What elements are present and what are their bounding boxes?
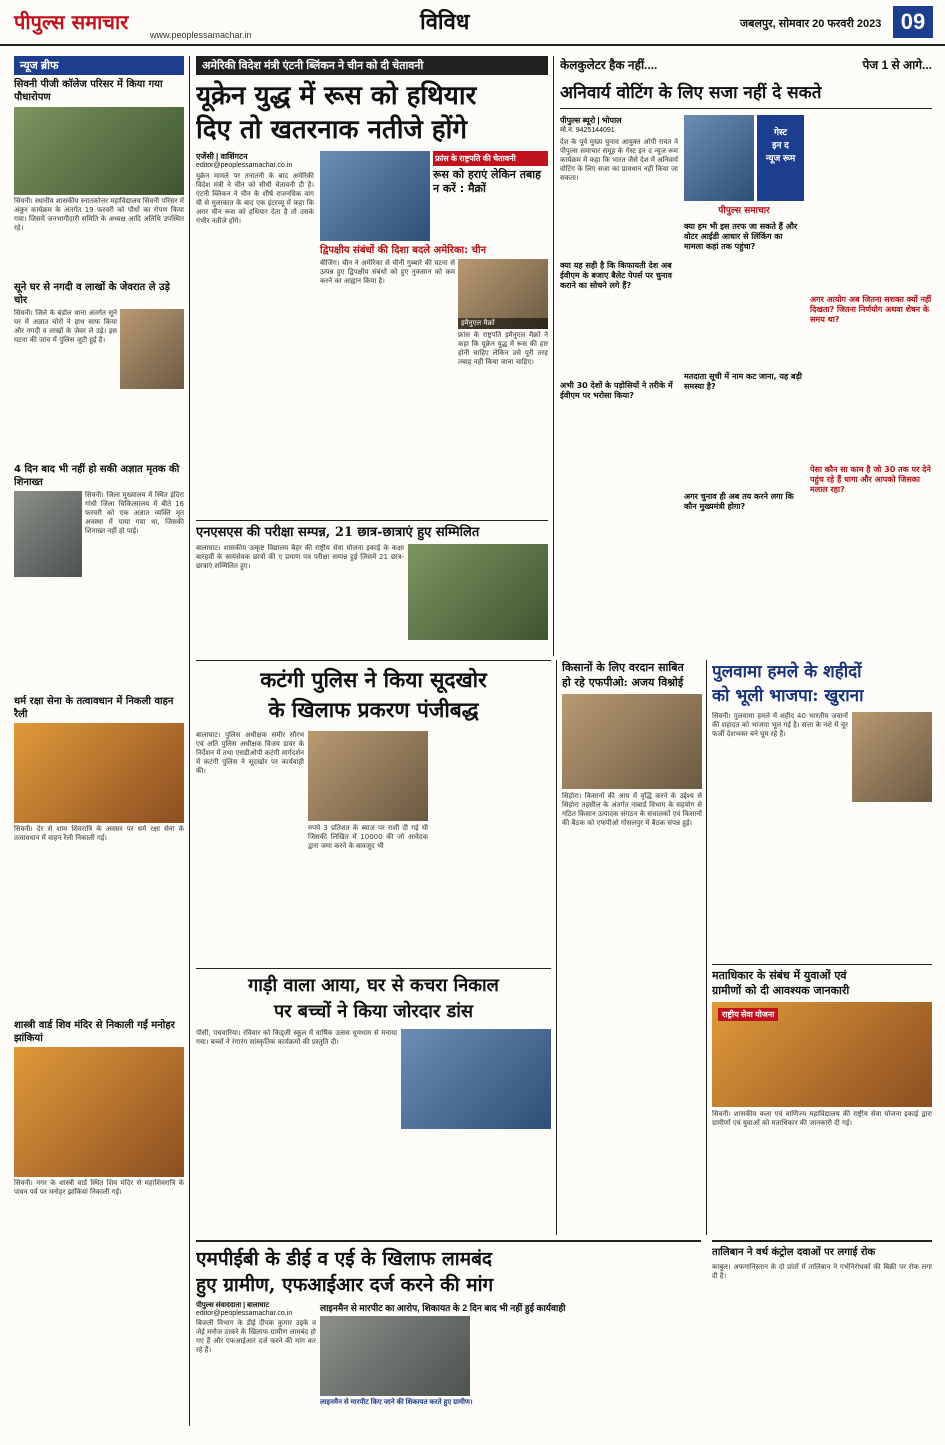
voters-photo: [712, 1002, 932, 1107]
kisan-headline-line2: हो रहे एफपीओ: अजय विश्नोई: [562, 676, 684, 689]
voters-headline-line1: मताधिकार के संबंध में युवाओं एवं: [712, 969, 847, 982]
brief-headline: सिवनी पीजी कॉलेज परिसर में किया गया पौधारोपण: [14, 79, 163, 103]
mpeb-body: बिजली विभाग के डीई दीपक कुमार उइके व जेई मनोज ठाकरे के खिलाफ ग्रामीण लामबंद हो गए हैं और एफआईआर दर्ज करने की मांग कर रहे हैं।: [196, 1319, 316, 1354]
taliban-story: [712, 1240, 932, 1432]
brief-photo: [14, 107, 184, 195]
brief-headline: सूने घर से नगदी व लाखों के जेवरात ले उड़े चोर: [14, 282, 170, 306]
voting-answer-text: [684, 392, 804, 492]
nss-body: बालाघाट। शासकीय उत्कृष्ट विद्यालय बैहर की राष्ट्रीय सेवा योजना इकाई के कक्षा बारहवीं के स्वयंसेवक छात्रों की ए प्रमाण पत्र परीक्षा सम्पन्न हुई जिसमें 21 छात्र-छात्राएं सम्मिलित हुए।: [196, 544, 404, 570]
voting-body: देश के पूर्व मुख्य चुनाव आयुक्त ओपी रावत ने पीपुल्स समाचार समूह के गेस्ट इन द न्यूज रूम कार्यक्रम में कहा कि भारत जैसे देश में अनिवार्य वोटिंग के लिए सजा का प्रावधान नहीं किया जा सकता।: [560, 138, 678, 182]
voting-question: अभी 30 देशों के पड़ोसियों ने तरीके में ईवीएम पर भरोसा किया?: [560, 381, 673, 400]
voting-question: अगर चुनाव ही अब तय करने लगा कि कौन मुख्यमंत्री होगा?: [684, 492, 794, 511]
voting-story: [560, 56, 932, 656]
kisan-headline-line1: किसानों के लिए वरदान साबित: [562, 661, 684, 674]
voting-kicker-right: पेज 1 से आगे...: [862, 58, 932, 72]
katangi-photo: [308, 731, 428, 821]
voting-answer-text: [684, 512, 804, 572]
voting-question: मतदाता सूची में नाम कट जाना, यह बड़ी समस्या है?: [684, 372, 802, 391]
mpeb-subhead: लाइनमैन से मारपीट का आरोप, शिकायत के 2 दिन बाद भी नहीं हुई कार्यवाही: [320, 1303, 566, 1313]
lead-email[interactable]: editor@peoplessamachar.co.in: [196, 162, 293, 169]
sidebar-headline: रूस को हराएं लेकिन तबाह न करें : मैक्रों: [433, 168, 541, 195]
voting-kicker-left: केलकुलेटर हैक नहीं....: [560, 58, 658, 72]
brief-body: सिवनी। नगर के शास्त्री वार्ड स्थित शिव मंदिर से महाशिवरात्रि के पावन पर्व पर मनोहर झांकियां निकाली गईं।: [14, 1179, 184, 1196]
voting-question: अगर आयोग अब जितना सशक्त क्यों नहीं दिखता? जितना निर्णयोग अथवा शेषन के समय था?: [810, 295, 932, 324]
voting-answer-text: [810, 495, 932, 615]
garbage-headline-line1: गाड़ी वाला आया, घर से कचरा निकाल: [248, 975, 499, 996]
voting-author: पीपुल्स ब्यूरो | भोपाल: [560, 116, 622, 125]
mpeb-story: [196, 1240, 701, 1432]
voting-question: क्या यह सही है कि किफायती देश अब ईवीएम के बजाए बैलेट पेपर्स पर चुनाव कराने का सोचने लगे हैं?: [560, 261, 672, 290]
mpeb-headline-line2: हुए ग्रामीण, एफआईआर दर्ज करने की मांग: [196, 1274, 494, 1296]
garbage-body-cont: [401, 1132, 551, 1212]
katangi-story: [196, 660, 551, 966]
brief-body: सिवनी। देर से शाम शिवरात्रि के अवसर पर धर्म रक्षा सेना के तत्वावधान में वाहन रैली निकाली गई।: [14, 825, 184, 842]
sidebar-tag: फ्रांस के राष्ट्रपति की चेतावनी: [433, 151, 548, 166]
brief-body: सिवनी। स्थानीय शासकीय स्नातकोत्तर महाविद्यालय सिवनी परिसर में अंकुर कार्यक्रम के अंतर्गत 19 फरवरी को पौधों का रोपण किया गया। जिसमें जनभागीदारी समिति के अध्यक्ष आदि अतिथि उपस्थित रहे।: [14, 197, 184, 232]
lead-subhead: द्विपक्षीय संबंधों की दिशा बदले अमेरिका: चीन: [320, 245, 487, 256]
newspaper-logo: पीपुल्स समाचार: [14, 10, 129, 34]
katangi-headline-line2: के खिलाफ प्रकरण पंजीबद्ध: [268, 697, 479, 722]
garbage-body: पीसीं, पचवारिया। रविवार को किड्जी स्कूल में वार्षिक उत्सव धूमधाम से मनाया गया। बच्चों ने रंगारंग सांस्कृतिक कार्यक्रमों की प्रस्तुति दी।: [196, 1029, 397, 1046]
pulwama-headline-line2: को भूली भाजपा: खुराना: [712, 686, 864, 706]
voting-answer-text: [560, 401, 678, 511]
voters-banner: राष्ट्रीय सेवा योजना: [718, 1008, 778, 1021]
voting-headline: अनिवार्य वोटिंग के लिए सजा नहीं दे सकते: [560, 81, 932, 109]
voting-answer-text: [560, 291, 678, 381]
voting-phone: मो.नं. 9425144091: [560, 127, 615, 134]
brief-body: सिवनी। जिले के बंडोल थाना अंतर्गत सूने घर में अज्ञात चोरों ने हाथ साफ किया और नगदी व लाखों के जेवर ले उड़े। इस घटना की जांच में पुलिस जुटी हुई है।: [14, 309, 117, 344]
taliban-headline: तालिबान ने वर्थ कंट्रोल दवाओं पर लगाई रोक: [712, 1247, 876, 1258]
newsbrief-column: [14, 56, 184, 1426]
macron-caption: इमैनुएल मैक्रों: [458, 318, 548, 329]
mpeb-body-cont: [474, 1316, 701, 1396]
lead-body: युक्रेन मामले पर तनातनी के बाद अमेरिकी विदेश मंत्री ने चीन को सीधी चेतावनी दी है। एंटनी ब्लिंकन ने चीन के शीर्ष राजनयिक वांग यी से मुलाकात के बाद एक इंटरव्यू में कहा कि अगर चीन रूस को हथियार देता है तो उसके गंभीर नतीजे होंगे।: [196, 172, 314, 225]
nss-headline: एनएसएस की परीक्षा सम्पन्न, 21 छात्र-छात्राएं हुए सम्मिलित: [196, 525, 480, 540]
dateline: जबलपुर, सोमवार 20 फरवरी 2023: [740, 18, 882, 30]
brief-headline: धर्म रक्षा सेना के तत्वावधान में निकली वाहन रैली: [14, 696, 174, 720]
brief-headline: 4 दिन बाद भी नहीं हो सकी अज्ञात मृतक की शिनाख्त: [14, 464, 180, 488]
brief-headline: शास्त्री वार्ड शिव मंदिर से निकाली गईं मनोहर झांकियां: [14, 1020, 175, 1044]
brief-body: सिवनी। जिला मुख्यालय में स्थित इंदिरा गांधी जिला चिकित्सालय में बीते 16 फरवरी को एक अज्ञात व्यक्ति मृत अवस्था में पाया गया था, जिसकी शिनाख्त नहीं हो पाई।: [85, 491, 184, 535]
lead-story: [196, 56, 548, 516]
voting-continued-text: [810, 115, 932, 295]
brief-photo: [14, 1047, 184, 1177]
lead-photo-wangyi: [320, 151, 430, 241]
website-url[interactable]: www.peoplessamachar.in: [150, 30, 252, 40]
nss-photo: [408, 544, 548, 640]
kisan-body: सिहोरा। किसानों की आय में वृद्धि करने के उद्देश्य से सिहोरा तहसील के अंतर्गत नाबार्ड विभाग के सहयोग से गठित किसान उत्पादक संगठन के संचालकों एवं किसानों की बैठक को एफपीओ गोसलपुर में बैठक संपन्न हुई।: [562, 792, 702, 827]
brief-photo: [120, 309, 184, 389]
kisan-story: [562, 660, 702, 1235]
garbage-story: [196, 968, 551, 1234]
pulwama-body: सिवनी। पुलवामा हमले में शहीद 40 भारतीय जवानों की शहादत को भाजपा भूल गई है। सत्ता के नशे में चूर फर्जी देशभक्त बने घूम रहे हैं।: [712, 712, 848, 738]
mpeb-photo-caption: लाइनमैन से मारपीट किए जाने की शिकायत करते हुए ग्रामीण।: [320, 1399, 473, 1406]
katangi-headline-line1: कटंगी पुलिस ने किया सूदखोर: [260, 667, 487, 692]
guest-label-mid: इन द: [772, 140, 789, 150]
voting-question: क्या हम भी इस तरफ जा सकते हैं और वोटर आईडी आधार से लिंकिंग का मामला कहां तक पहुंचा?: [684, 222, 798, 251]
voters-body: सिवनी। शासकीय कला एवं वाणिज्य महाविद्यालय की राष्ट्रीय सेवा योजना इकाई द्वारा ग्रामीणों एवं युवाओं को मताधिकार की जानकारी दी गई।: [712, 1110, 932, 1127]
page-number: 09: [893, 6, 933, 38]
brief-photo: [14, 723, 184, 823]
voting-question: पेसा कौन सा काम है जो 30 तक पर देने पहुंच रहे हैं धागा और आपको जिसका मलाल रहा?: [810, 465, 931, 494]
lead-subbody: बीजिंग। चीन ने अमेरिका से चीनी गुब्बारे की घटना से उत्पन्न हुए द्विपक्षीय संबंधों को हुए नुकसान को कम करने का आह्वान किया है।: [320, 259, 455, 285]
katangi-body: बालाघाट। पुलिस अधीक्षक समीर सौरभ एवं अति पुलिस अधीक्षक विजय डावर के निर्देशन में तथा एसडीओपी कटंगी मार्गदर्शन में कटंगी पुलिस ने सूदखोर पर कार्यवाही की।: [196, 731, 304, 775]
sidebar-body: फ्रांस के राष्ट्रपति इमैनुएल मैक्रों ने कहा कि यूक्रेन युद्ध में रूस की हार होनी चाहिए लेकिन उसे पूरी तरह तबाह नहीं किया जाना चाहिए।: [458, 331, 548, 366]
taliban-body: काबुल। अफगानिस्तान के दो प्रांतों में तालिबान ने गर्भनिरोधकों की बिक्री पर रोक लगा दी है।: [712, 1263, 932, 1280]
katangi-photo-caption: रुपये 3 प्रतिशत के ब्याज पर राशी दी गई थी जिसकी लिखित में 10000 की जो आवेदक द्वारा जमा करने के बावजूद भी: [308, 824, 428, 850]
garbage-headline-line2: पर बच्चों ने किया जोरदार डांस: [273, 1001, 474, 1022]
voting-answer-text: [684, 252, 804, 372]
lead-kicker: अमेरिकी विदेश मंत्री एंटनी ब्लिंकन ने चीन को दी चेतावनी: [196, 56, 548, 75]
lead-headline-line2: दिए तो खतरनाक नतीजे होंगे: [196, 115, 467, 145]
voting-answer-text: [810, 325, 932, 465]
brief-photo: [14, 491, 82, 577]
guest-label-top: गेस्ट: [773, 127, 788, 137]
newsbrief-label: न्यूज ब्रीफ: [14, 56, 184, 75]
garbage-photo: [401, 1029, 551, 1129]
mpeb-photo: [320, 1316, 470, 1396]
guest-label-bot: न्यूज रूम: [765, 153, 796, 163]
guest-box: [757, 115, 804, 201]
masthead: [0, 0, 945, 46]
section-title: विविध: [420, 9, 470, 35]
guest-photo: [684, 115, 754, 201]
nss-story: [196, 520, 548, 651]
mpeb-byline: पीपुल्स संवाददाता | बालाघाट: [196, 1302, 269, 1309]
voters-headline-line2: ग्रामीणों को दी आवश्यक जानकारी: [712, 984, 850, 997]
macron-photo: [458, 259, 548, 329]
kisan-photo: [562, 694, 702, 789]
mpeb-email[interactable]: editor@peoplessamachar.co.in: [196, 1310, 293, 1317]
mpeb-headline-line1: एमपीईबी के डीई व एई के खिलाफ लामबंद: [196, 1248, 493, 1270]
voters-story: [712, 964, 932, 1235]
pulwama-story: [712, 660, 932, 960]
guest-brand: पीपुल्स समाचार: [718, 206, 770, 216]
lead-headline-line1: यूक्रेन युद्ध में रूस को हथियार: [196, 81, 477, 111]
lead-byline: एजेंसी | वाशिंगटन: [196, 152, 248, 161]
katangi-body-cont: [432, 731, 551, 951]
pulwama-headline-line1: पुलवामा हमले के शहीदों: [712, 662, 862, 682]
pulwama-photo: [852, 712, 932, 802]
